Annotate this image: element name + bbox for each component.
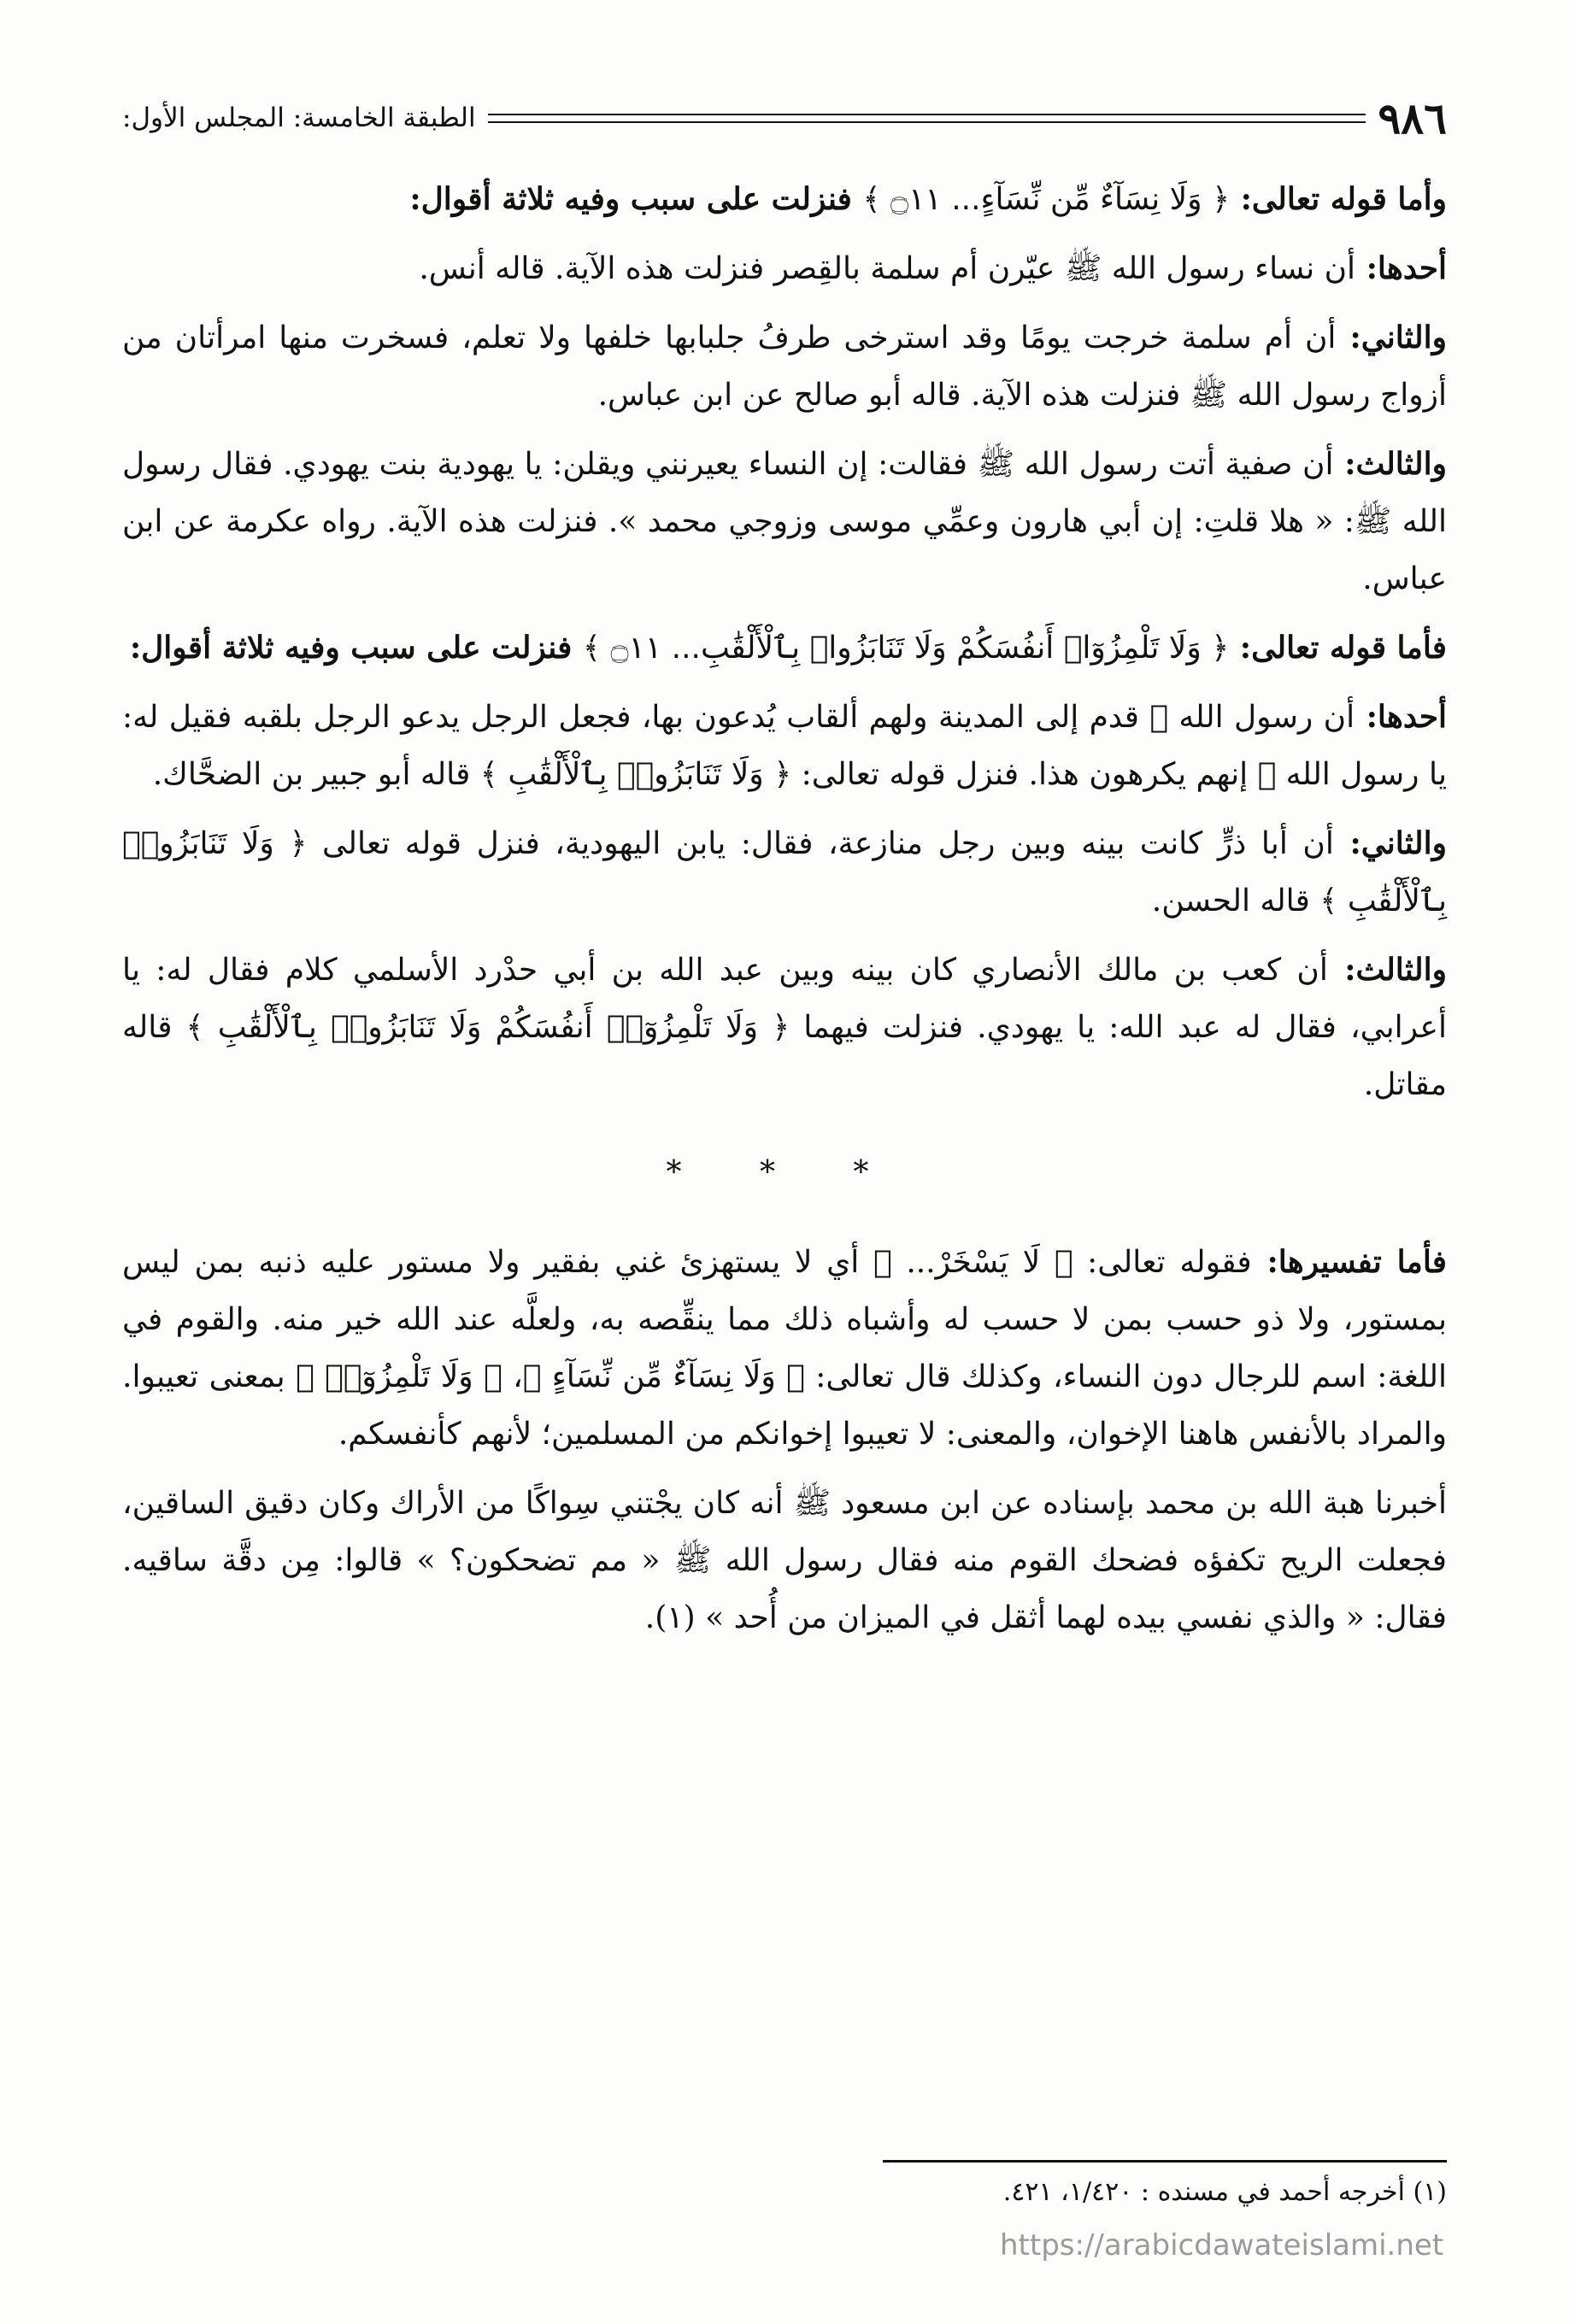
paragraph-lead: أحدها: xyxy=(1355,699,1447,735)
paragraph-bold-tail: فنزلت على سبب وفيه ثلاثة أقوال: xyxy=(129,630,583,666)
paragraph-lead: وأما قوله تعالى: xyxy=(1230,181,1447,217)
paragraph-text: أن كعب بن مالك الأنصاري كان بينه وبين عبد الله بن أبي حدْرد الأسلمي كلام فقال له: يا أعرابي، فقال له عبد الله: يا يهودي. فنزلت فيهما ﴿ وَلَا تَلْمِزُوٓا۟ أَنفُسَكُمْ وَلَا تَنَابَزُوا۟ بِٱلْأَلْقَٰبِ ﴾ قاله مقاتل. xyxy=(122,953,1447,1102)
paragraph-text: أن رسول الله ﷺ قدم إلى المدينة ولهم ألقاب يُدعون بها، فجعل الرجل يدعو الرجل بلقبه فقيل له: يا رسول الله ﷺ إنهم يكرهون هذا. فنزل قوله تعالى: ﴿ وَلَا تَنَابَزُوا۟ بِٱلْأَلْقَٰبِ ﴾ قاله أبو جبير بن الضحَّاك. xyxy=(122,700,1447,792)
paragraph-text: أن نساء رسول الله ﷺ عيّرن أم سلمة بالقِصر فنزلت هذه الآية. قاله أنس. xyxy=(419,251,1356,286)
paragraph-text: فقوله تعالى: ﴿ لَا يَسْخَرْ... ﴾ أي لا يستهزئ غني بفقير ولا مستور عليه ذنبه بمن ليس بمستور، ولا ذو حسب بمن لا حسب له وأشباه ذلك مما ينقِّصه به، ولعلَّه عند الله خير منه. والقوم في اللغة: اسم للرجال دون النساء، وكذلك قال تعالى: ﴿ وَلَا نِسَآءٌ مِّن نِّسَآءٍ ﴾، ﴿ وَلَا تَلْمِزُوٓا۟ ﴾ بمعنى تعيبوا. والمراد بالأنفس هاهنا الإخوان، والمعنى: لا تعيبوا إخوانكم من المسلمين؛ لأنهم كأنفسكم. xyxy=(122,1245,1447,1452)
page-header xyxy=(122,92,1447,144)
paragraph-bold-tail: فنزلت على سبب وفيه ثلاثة أقوال: xyxy=(409,181,863,217)
paragraph-lead: والثاني: xyxy=(1333,825,1447,861)
paragraph-text: أن أم سلمة خرجت يومًا وقد استرخى طرفُ جلبابها خلفها ولا تعلم، فسخرت منها امرأتان من أزواج رسول الله ﷺ فنزلت هذه الآية. قاله أبو صالح عن ابن عباس. xyxy=(122,320,1447,413)
paragraph xyxy=(122,1475,1447,1646)
paragraph xyxy=(122,171,1447,228)
paragraph-text: أن أبا ذرٍّ كانت بينه وبين رجل منازعة، فقال: يابن اليهودية، فنزل قوله تعالى ﴿ وَلَا تَنَابَزُوا۟ بِٱلْأَلْقَٰبِ ﴾ قاله الحسن. xyxy=(122,826,1447,918)
quran-verse: ﴿ وَلَا تَلْمِزُوٓا۟ أَنفُسَكُمْ وَلَا تَنَابَزُوا۟ بِٱلْأَلْقَٰبِ... ۝١١ ﴾ xyxy=(582,631,1230,666)
paragraph-lead: فأما تفسيرها: xyxy=(1251,1244,1447,1280)
paragraph-text: أن صفية أتت رسول الله ﷺ فقالت: إن النساء يعيرنني ويقلن: يا يهودية بنت يهودي. فقال رسول الله ﷺ: « هلا قلتِ: إن أبي هارون وعمِّي موسى وزوجي محمد ». فنزلت هذه الآية. رواه عكرمة عن ابن عباس. xyxy=(122,447,1447,596)
paragraph xyxy=(122,309,1447,424)
header-rule xyxy=(488,114,1366,123)
paragraph xyxy=(122,942,1447,1113)
footnote: (١) أخرجه أحمد في مسنده : ١/٤٢٠، ٤٢١. xyxy=(1002,2177,1447,2207)
paragraph-lead: والثالث: xyxy=(1327,952,1447,988)
paragraph xyxy=(122,1234,1447,1463)
footnote-rule xyxy=(883,2160,1447,2163)
paragraph-lead: أحدها: xyxy=(1355,250,1447,286)
paragraph-lead: والثاني: xyxy=(1336,320,1447,355)
paragraph xyxy=(122,240,1447,297)
section-separator: * * * xyxy=(666,1155,903,1190)
paragraph xyxy=(122,689,1447,803)
page-number: ٩٨٦ xyxy=(1378,92,1447,144)
paragraph xyxy=(122,619,1447,677)
paragraph xyxy=(122,436,1447,607)
paragraph-lead: فأما قوله تعالى: xyxy=(1229,630,1447,666)
paragraph xyxy=(122,815,1447,930)
paragraph-lead: والثالث: xyxy=(1333,446,1447,482)
quran-verse: ﴿ وَلَا نِسَآءٌ مِّن نِّسَآءٍ... ۝١١ ﴾ xyxy=(862,182,1231,217)
header-title: الطبقة الخامسة: المجلس الأول: xyxy=(122,103,476,133)
watermark-url: https://arabicdawateislami.net xyxy=(1000,2228,1444,2262)
paragraph-text: أخبرنا هبة الله بن محمد بإسناده عن ابن مسعود ﷺ أنه كان يجْتني سِواكًا من الأراك وكان دقيق الساقين، فجعلت الريح تكفؤه فضحك القوم منه فقال رسول الله ﷺ « مم تضحكون؟ » قالوا: مِن دقَّة ساقيه. فقال: « والذي نفسي بيده لهما أثقل في الميزان من أُحد » (١). xyxy=(122,1486,1447,1635)
page-body xyxy=(122,171,1447,1658)
